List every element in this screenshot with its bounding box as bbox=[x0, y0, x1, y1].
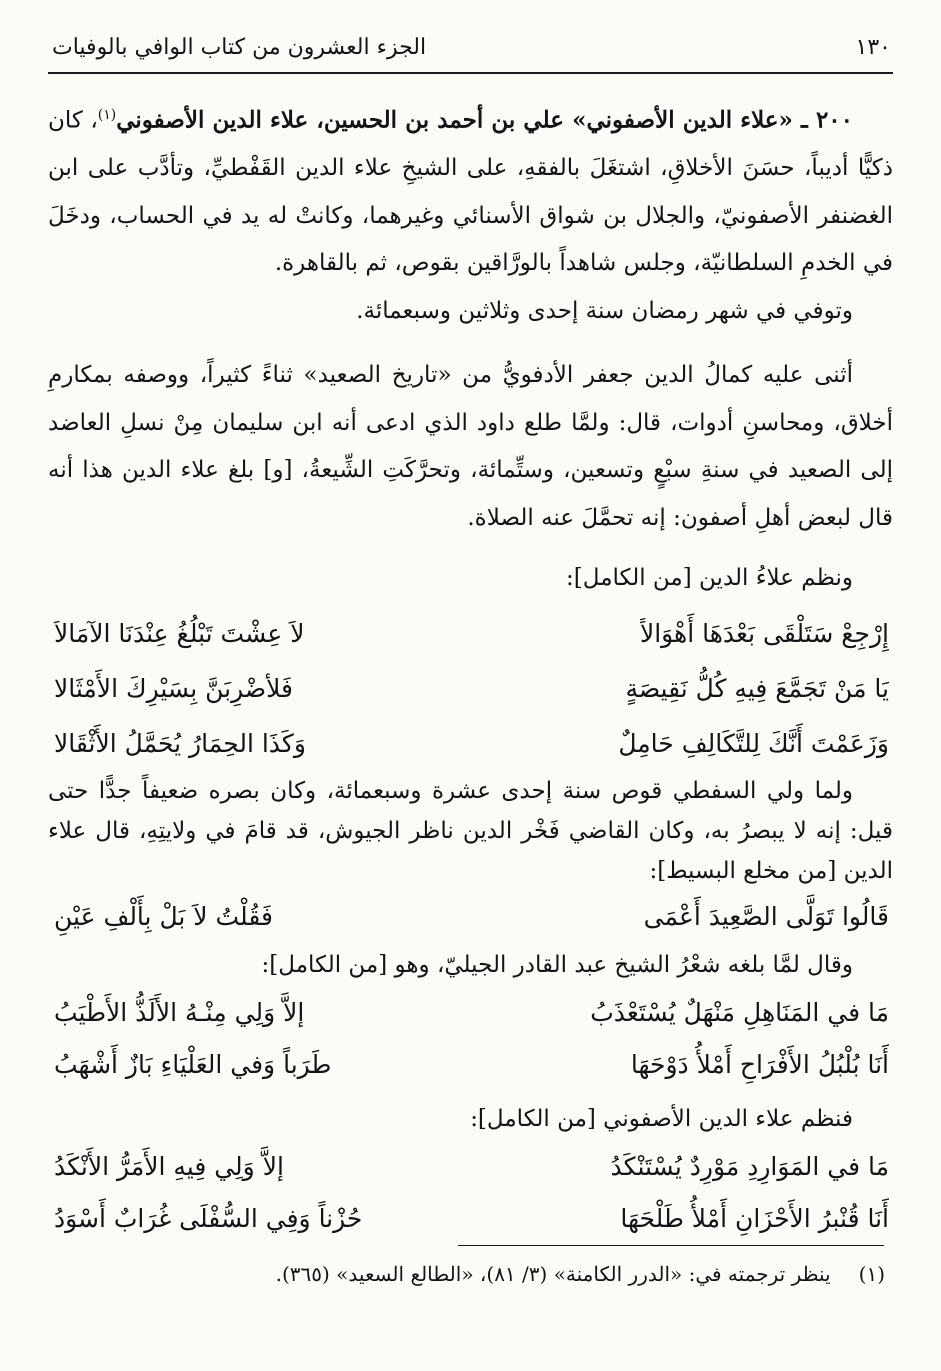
verse-second-hemistich: طَرَباً وَفي العَلْيَاءِ بَازٌ أَشْهَبُ bbox=[54, 1050, 332, 1080]
verse-second-hemistich: إلاَّ وَلِي فِيهِ الأَمَرُّ الأَنْكَدُ bbox=[54, 1152, 284, 1182]
footnote bbox=[60, 1262, 885, 1286]
verse-line bbox=[48, 1193, 893, 1245]
poem4 bbox=[48, 1141, 893, 1245]
verse-first-hemistich: مَا في المَنَاهِلِ مَنْهَلٌ يُسْتَعْذَبُ bbox=[590, 998, 889, 1028]
verse-first-hemistich: إِرْجِعْ سَتَلْقَى بَعْدَهَا أَهْوَالاً bbox=[639, 619, 889, 649]
page-header bbox=[52, 30, 891, 64]
poem1 bbox=[48, 606, 893, 771]
verse-second-hemistich: فَلأضْرِبَنَّ بِسَيْرِكَ الأَمْثَالا bbox=[54, 674, 293, 704]
safadi-paragraph: ولما ولي السفطي قوص سنة إحدى عشرة وسبعمائة، وكان بصره ضعيفاً جدًّا حتى قيل: إنه لا يبصرُ به، وكان القاضي فَخْر الدين ناظر الجيوش، قد قامَ في ولايتِهِ، قال علاء الدين [من مخلع البسيط]: bbox=[48, 778, 893, 885]
verse-second-hemistich: حُزْناً وَفِي السُّفْلَى غُرَابٌ أَسْوَدُ bbox=[54, 1204, 363, 1234]
verse-second-hemistich: وَكَذَا الحِمَارُ يُحَمَّلُ الأَثْقَالا bbox=[54, 729, 306, 759]
verse-line bbox=[48, 606, 893, 661]
poem1-intro: ونظم علاءُ الدين [من الكامل]: bbox=[566, 565, 853, 592]
verse-second-hemistich: فَقُلْتُ لاَ بَلْ بِأَلْفِ عَيْنِ bbox=[54, 902, 273, 932]
verse-line bbox=[48, 1141, 893, 1193]
verse-first-hemistich: قَالُوا تَوَلَّى الصَّعِيدَ أَعْمَى bbox=[643, 902, 889, 932]
biography-text: كان ذكيًّا أديباً، حسَنَ الأخلاقِ، اشتغَلَ بالفقهِ، على الشيخِ علاء الدين القَفْطيِّ، وتأدَّب على ابن الغضنفر الأصفونيّ، والجلال بن شواق الأسنائي وغيرهما، وكانتْ له يد في الحساب، ودخَلَ في الخدمِ السلطانيّة، وجلس شاهداً بالورَّاقين بقوص، ثم بالقاهرة. bbox=[48, 107, 893, 277]
verse-line bbox=[48, 716, 893, 771]
poem3 bbox=[48, 987, 893, 1091]
verse-line bbox=[48, 987, 893, 1039]
entry-heading-tail: ، bbox=[90, 107, 98, 134]
footnote-reference: (١) bbox=[97, 107, 117, 123]
verse-line bbox=[48, 1039, 893, 1091]
poem4-intro: فنظم علاء الدين الأصفوني [من الكامل]: bbox=[470, 1106, 853, 1133]
verse-first-hemistich: أَنَا بُلْبُلُ الأَفْرَاحِ أَمْلأُ دَوْحَهَا bbox=[630, 1050, 889, 1080]
entry-heading: ٢٠٠ ـ «علاء الدين الأصفوني» علي بن أحمد بن الحسين، علاء الدين الأصفوني bbox=[116, 106, 853, 134]
footnote-divider bbox=[458, 1245, 884, 1246]
verse-first-hemistich: يَا مَنْ تَجَمَّعَ فِيهِ كُلُّ نَقِيصَةٍ bbox=[625, 674, 889, 704]
footnote-text: ينظر ترجمته في: «الدرر الكامنة» (٣/ ٨١)، «الطالع السعيد» (٣٦٥). bbox=[275, 1262, 831, 1286]
death-note: وتوفي في شهر رمضان سنة إحدى وثلاثين وسبعمائة. bbox=[356, 297, 853, 324]
header-divider bbox=[48, 72, 893, 74]
running-title: الجزء العشرون من كتاب الوافي بالوفيات bbox=[52, 34, 427, 60]
verse-first-hemistich: وَزَعَمْتَ أَنَّكَ لِلتَّكَالِفِ حَامِلٌ bbox=[618, 729, 889, 759]
verse-line bbox=[48, 661, 893, 716]
poem3-intro: وقال لمَّا بلغه شعْرُ الشيخ عبد القادر الجيليّ، وهو [من الكامل]: bbox=[261, 952, 853, 979]
poem2 bbox=[48, 891, 893, 943]
page-body bbox=[48, 92, 893, 1245]
praise-paragraph: أثنى عليه كمالُ الدين جعفر الأدفويُّ من «تاريخ الصعيد» ثناءً كثيراً، ووصفه بمكارمِ أخلاق، ومحاسنِ أدوات، قال: ولمَّا طلع داود الذي ادعى أنه ابن سليمان مِنْ نسلِ العاضد إلى الصعيد في سنةِ سبْعٍ وتسعين، وستِّمائة، وتحرَّكَتِ الشِّيعةُ، [و] بلغ علاء الدين هذا أنه قال لبعض أهلِ أصفون: إنه تحمَّلَ عنه الصلاة. bbox=[48, 362, 893, 531]
footnote-number: (١) bbox=[858, 1262, 885, 1286]
verse-first-hemistich: أَنَا قُنْبرُ الأَحْزَانِ أَمْلأُ طَلْحَهَا bbox=[620, 1204, 889, 1234]
verse-second-hemistich: لاَ عِشْتَ تَبْلُغُ عِنْدَنَا الآمَالاَ bbox=[54, 619, 305, 649]
verse-first-hemistich: مَا في المَوَارِدِ مَوْرِدٌ يُسْتَنْكَدُ bbox=[610, 1152, 889, 1182]
verse-second-hemistich: إلاَّ وَلِي مِنْـهُ الأَلَذُّ الأَطْيَبُ bbox=[54, 998, 305, 1028]
page-number: ١٣٠ bbox=[855, 34, 891, 60]
verse-line bbox=[48, 891, 893, 943]
entry-biography bbox=[48, 92, 893, 288]
